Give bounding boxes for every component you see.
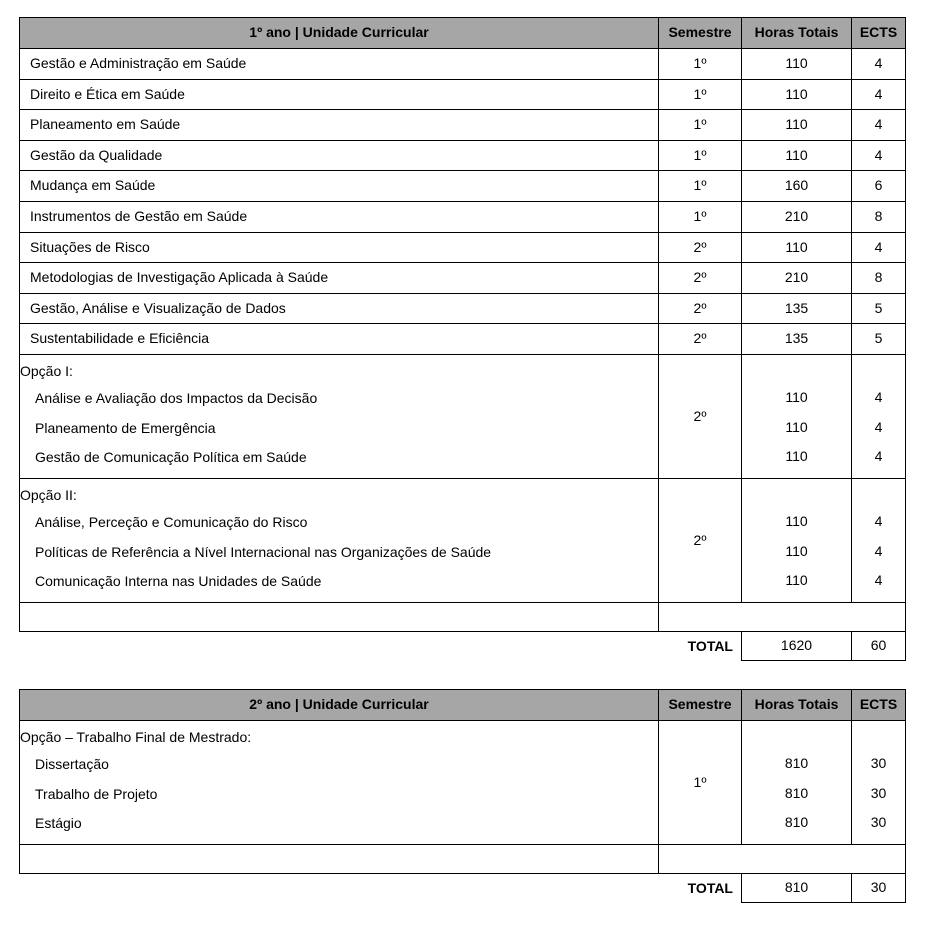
- unit-name: Mudança em Saúde: [20, 171, 659, 202]
- unit-name: Metodologias de Investigação Aplicada à Saúde: [20, 263, 659, 294]
- year2-curriculum-table: [19, 689, 906, 903]
- ects-value: 30: [870, 755, 887, 771]
- ects-value: 4: [874, 388, 883, 405]
- option-item-name: Análise, Perceção e Comunicação do Risco: [35, 514, 308, 530]
- total-row: [20, 632, 906, 661]
- table-row: [20, 263, 906, 294]
- option-title: Opção – Trabalho Final de Mestrado:: [20, 729, 252, 745]
- table-row: [20, 171, 906, 202]
- hours-cell: 110: [742, 49, 852, 80]
- ects-value: 30: [870, 784, 887, 801]
- hours-value: 110: [785, 572, 808, 589]
- hours-cell: 110: [742, 140, 852, 171]
- ects-cell: 4: [852, 232, 906, 263]
- semester-cell: 1º: [659, 201, 742, 232]
- option-group-row: [20, 479, 906, 603]
- total-ects: 60: [852, 632, 906, 661]
- unit-name: Gestão e Administração em Saúde: [20, 49, 659, 80]
- semester-cell: 2º: [659, 263, 742, 294]
- ects-value: 4: [874, 572, 883, 589]
- ects-cell: 4: [852, 140, 906, 171]
- semester-header: Semestre: [659, 18, 742, 49]
- ects-cell: 5: [852, 324, 906, 355]
- hours-value: 110: [785, 513, 808, 529]
- total-hours: 810: [742, 874, 852, 903]
- total-label: TOTAL: [687, 637, 733, 654]
- semester-cell: 2º: [659, 232, 742, 263]
- option-item-name: Planeamento de Emergência: [35, 419, 216, 436]
- hours-cell: 160: [742, 171, 852, 202]
- semester-cell: 1º: [659, 140, 742, 171]
- table-row: [20, 232, 906, 263]
- ects-cell: 8: [852, 263, 906, 294]
- option-item-name: Gestão de Comunicação Política em Saúde: [35, 449, 307, 466]
- hours-cell: 135: [742, 324, 852, 355]
- unit-name: Sustentabilidade e Eficiência: [20, 324, 659, 355]
- hours-cell: 110: [742, 110, 852, 141]
- hours-cell: 135: [742, 293, 852, 324]
- ects-value: 30: [870, 814, 887, 831]
- unit-header: 1º ano | Unidade Curricular: [20, 18, 659, 49]
- table-header-row: [20, 18, 906, 49]
- hours-header: Horas Totais: [742, 690, 852, 721]
- empty-cell: [659, 845, 906, 874]
- total-row: [20, 874, 906, 903]
- table-header-row: [20, 690, 906, 721]
- table-row: [20, 49, 906, 80]
- ects-cell: 5: [852, 293, 906, 324]
- ects-value: 4: [874, 542, 883, 559]
- unit-header: 2º ano | Unidade Curricular: [20, 690, 659, 721]
- ects-header: ECTS: [852, 18, 906, 49]
- semester-cell: 1º: [659, 49, 742, 80]
- ects-cell: 4: [852, 79, 906, 110]
- hours-header: Horas Totais: [742, 18, 852, 49]
- option-group: [20, 354, 659, 478]
- option-title: Opção I:: [20, 362, 73, 379]
- option-hours-cell: [742, 721, 852, 845]
- unit-name: Instrumentos de Gestão em Saúde: [20, 201, 659, 232]
- semester-cell: 2º: [659, 479, 742, 603]
- ects-value: 4: [874, 513, 883, 529]
- empty-cell: [659, 603, 906, 632]
- option-item-name: Trabalho de Projeto: [35, 785, 158, 802]
- table-row: [20, 79, 906, 110]
- option-item-name: Comunicação Interna nas Unidades de Saúde: [35, 573, 322, 590]
- option-ects-cell: [852, 479, 906, 603]
- option-item-name: Políticas de Referência a Nível Internacional nas Organizações de Saúde: [35, 543, 492, 560]
- ects-cell: 4: [852, 110, 906, 141]
- table-row: [20, 201, 906, 232]
- table-row: [20, 324, 906, 355]
- option-item-name: Análise e Avaliação dos Impactos da Decisão: [35, 389, 318, 406]
- hours-cell: 110: [742, 232, 852, 263]
- semester-cell: 1º: [659, 721, 742, 845]
- blank-cell: [20, 632, 659, 661]
- semester-cell: 1º: [659, 79, 742, 110]
- empty-row: [20, 603, 906, 632]
- option-hours-cell: [742, 354, 852, 478]
- hours-value: 810: [784, 814, 809, 831]
- empty-cell: [20, 603, 659, 632]
- option-group: [20, 721, 659, 845]
- hours-value: 110: [785, 542, 808, 559]
- semester-cell: 2º: [659, 354, 742, 478]
- ects-cell: 6: [852, 171, 906, 202]
- ects-cell: 4: [852, 49, 906, 80]
- option-title: Opção II:: [20, 487, 77, 503]
- unit-name: Planeamento em Saúde: [20, 110, 659, 141]
- table-row: [20, 293, 906, 324]
- hours-cell: 110: [742, 79, 852, 110]
- empty-row: [20, 845, 906, 874]
- table-row: [20, 140, 906, 171]
- year1-curriculum-table: [19, 17, 906, 661]
- semester-cell: 1º: [659, 110, 742, 141]
- unit-name: Situações de Risco: [20, 232, 659, 263]
- option-hours-cell: [742, 479, 852, 603]
- unit-name: Gestão, Análise e Visualização de Dados: [20, 293, 659, 324]
- hours-cell: 210: [742, 263, 852, 294]
- table-row: [20, 110, 906, 141]
- hours-value: 110: [785, 448, 808, 465]
- hours-value: 110: [785, 418, 808, 435]
- semester-cell: 2º: [659, 324, 742, 355]
- semester-cell: 1º: [659, 171, 742, 202]
- option-item-name: Dissertação: [35, 756, 109, 772]
- hours-cell: 210: [742, 201, 852, 232]
- empty-cell: [20, 845, 659, 874]
- unit-name: Gestão da Qualidade: [20, 140, 659, 171]
- unit-name: Direito e Ética em Saúde: [20, 79, 659, 110]
- total-hours: 1620: [742, 632, 852, 661]
- option-group-row: [20, 354, 906, 478]
- option-ects-cell: [852, 721, 906, 845]
- option-group: [20, 479, 659, 603]
- hours-value: 110: [785, 388, 808, 405]
- ects-value: 4: [874, 418, 883, 435]
- ects-cell: 8: [852, 201, 906, 232]
- hours-value: 810: [784, 784, 809, 801]
- ects-value: 4: [874, 448, 883, 465]
- semester-header: Semestre: [659, 690, 742, 721]
- option-group-row: [20, 721, 906, 845]
- total-ects: 30: [852, 874, 906, 903]
- total-label: TOTAL: [687, 879, 733, 896]
- blank-cell: [20, 874, 659, 903]
- option-ects-cell: [852, 354, 906, 478]
- hours-value: 810: [784, 755, 809, 771]
- semester-cell: 2º: [659, 293, 742, 324]
- option-item-name: Estágio: [35, 815, 82, 832]
- ects-header: ECTS: [852, 690, 906, 721]
